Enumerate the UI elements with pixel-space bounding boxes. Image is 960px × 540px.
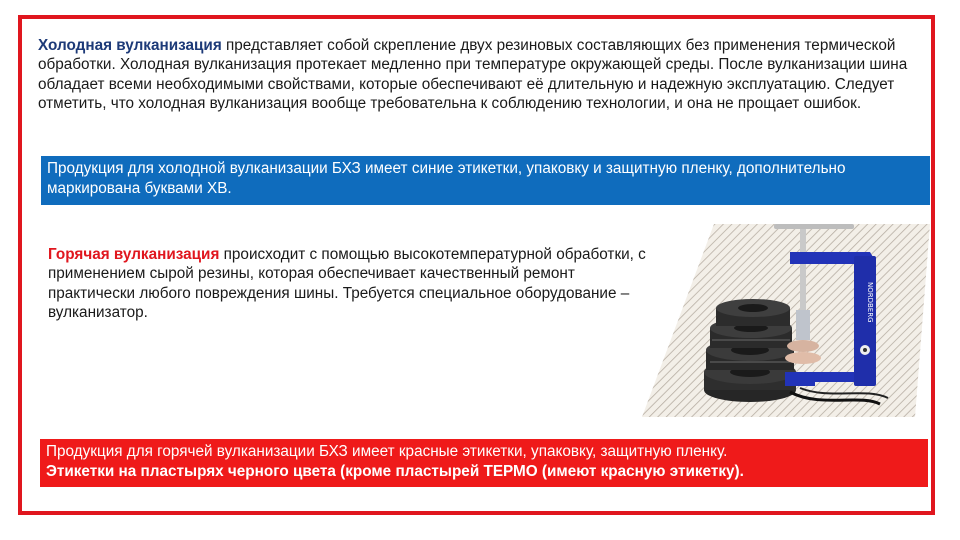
- hot-products-banner: [40, 439, 928, 487]
- cold-products-text: Продукция для холодной вулканизации БХЗ имеет синие этикетки, упаковку и защитную пленку, дополнительно маркирована буквами ХВ.: [47, 160, 846, 197]
- cold-vulcanization-paragraph: [38, 36, 918, 114]
- hot-products-line-2: Этикетки на пластырях черного цвета (кроме пластырей ТЕРМО (имеют красную этикетку).: [46, 463, 744, 480]
- cold-products-banner: [41, 156, 930, 205]
- hot-vulcanization-paragraph: [48, 245, 658, 323]
- hot-vulcanization-text: происходит с помощью высокотемпературной обработки, с применением сырой резины, которая обеспечивает качественный ремонт практически любого повреждения шины. Требуется специальное оборудование – вулканизатор.: [48, 246, 646, 322]
- vulcanizer-illustration: [640, 222, 932, 419]
- hot-products-line-1: Продукция для горячей вулканизации БХЗ имеет красные этикетки, упаковку, защитную пленку.: [46, 443, 728, 460]
- tire-stack-icon: [704, 299, 796, 402]
- hot-vulcanization-term: Горячая вулканизация: [48, 246, 220, 263]
- brand-label: NORDBERG: [866, 282, 874, 323]
- cold-vulcanization-term: Холодная вулканизация: [38, 37, 222, 54]
- cold-vulcanization-text: представляет собой скрепление двух резиновых составляющих без применения термической обработки. Холодная вулканизация протекает медленно при температуре окружающей среды. После вулканизации шина обладает всеми необходимыми свойствами, которые обеспечивают её длительную и надежную эксплуатацию. Следует отметить, что холодная вулканизация вообще требовательна к соблюдению технологии, и она не прощает ошибок.: [38, 37, 908, 113]
